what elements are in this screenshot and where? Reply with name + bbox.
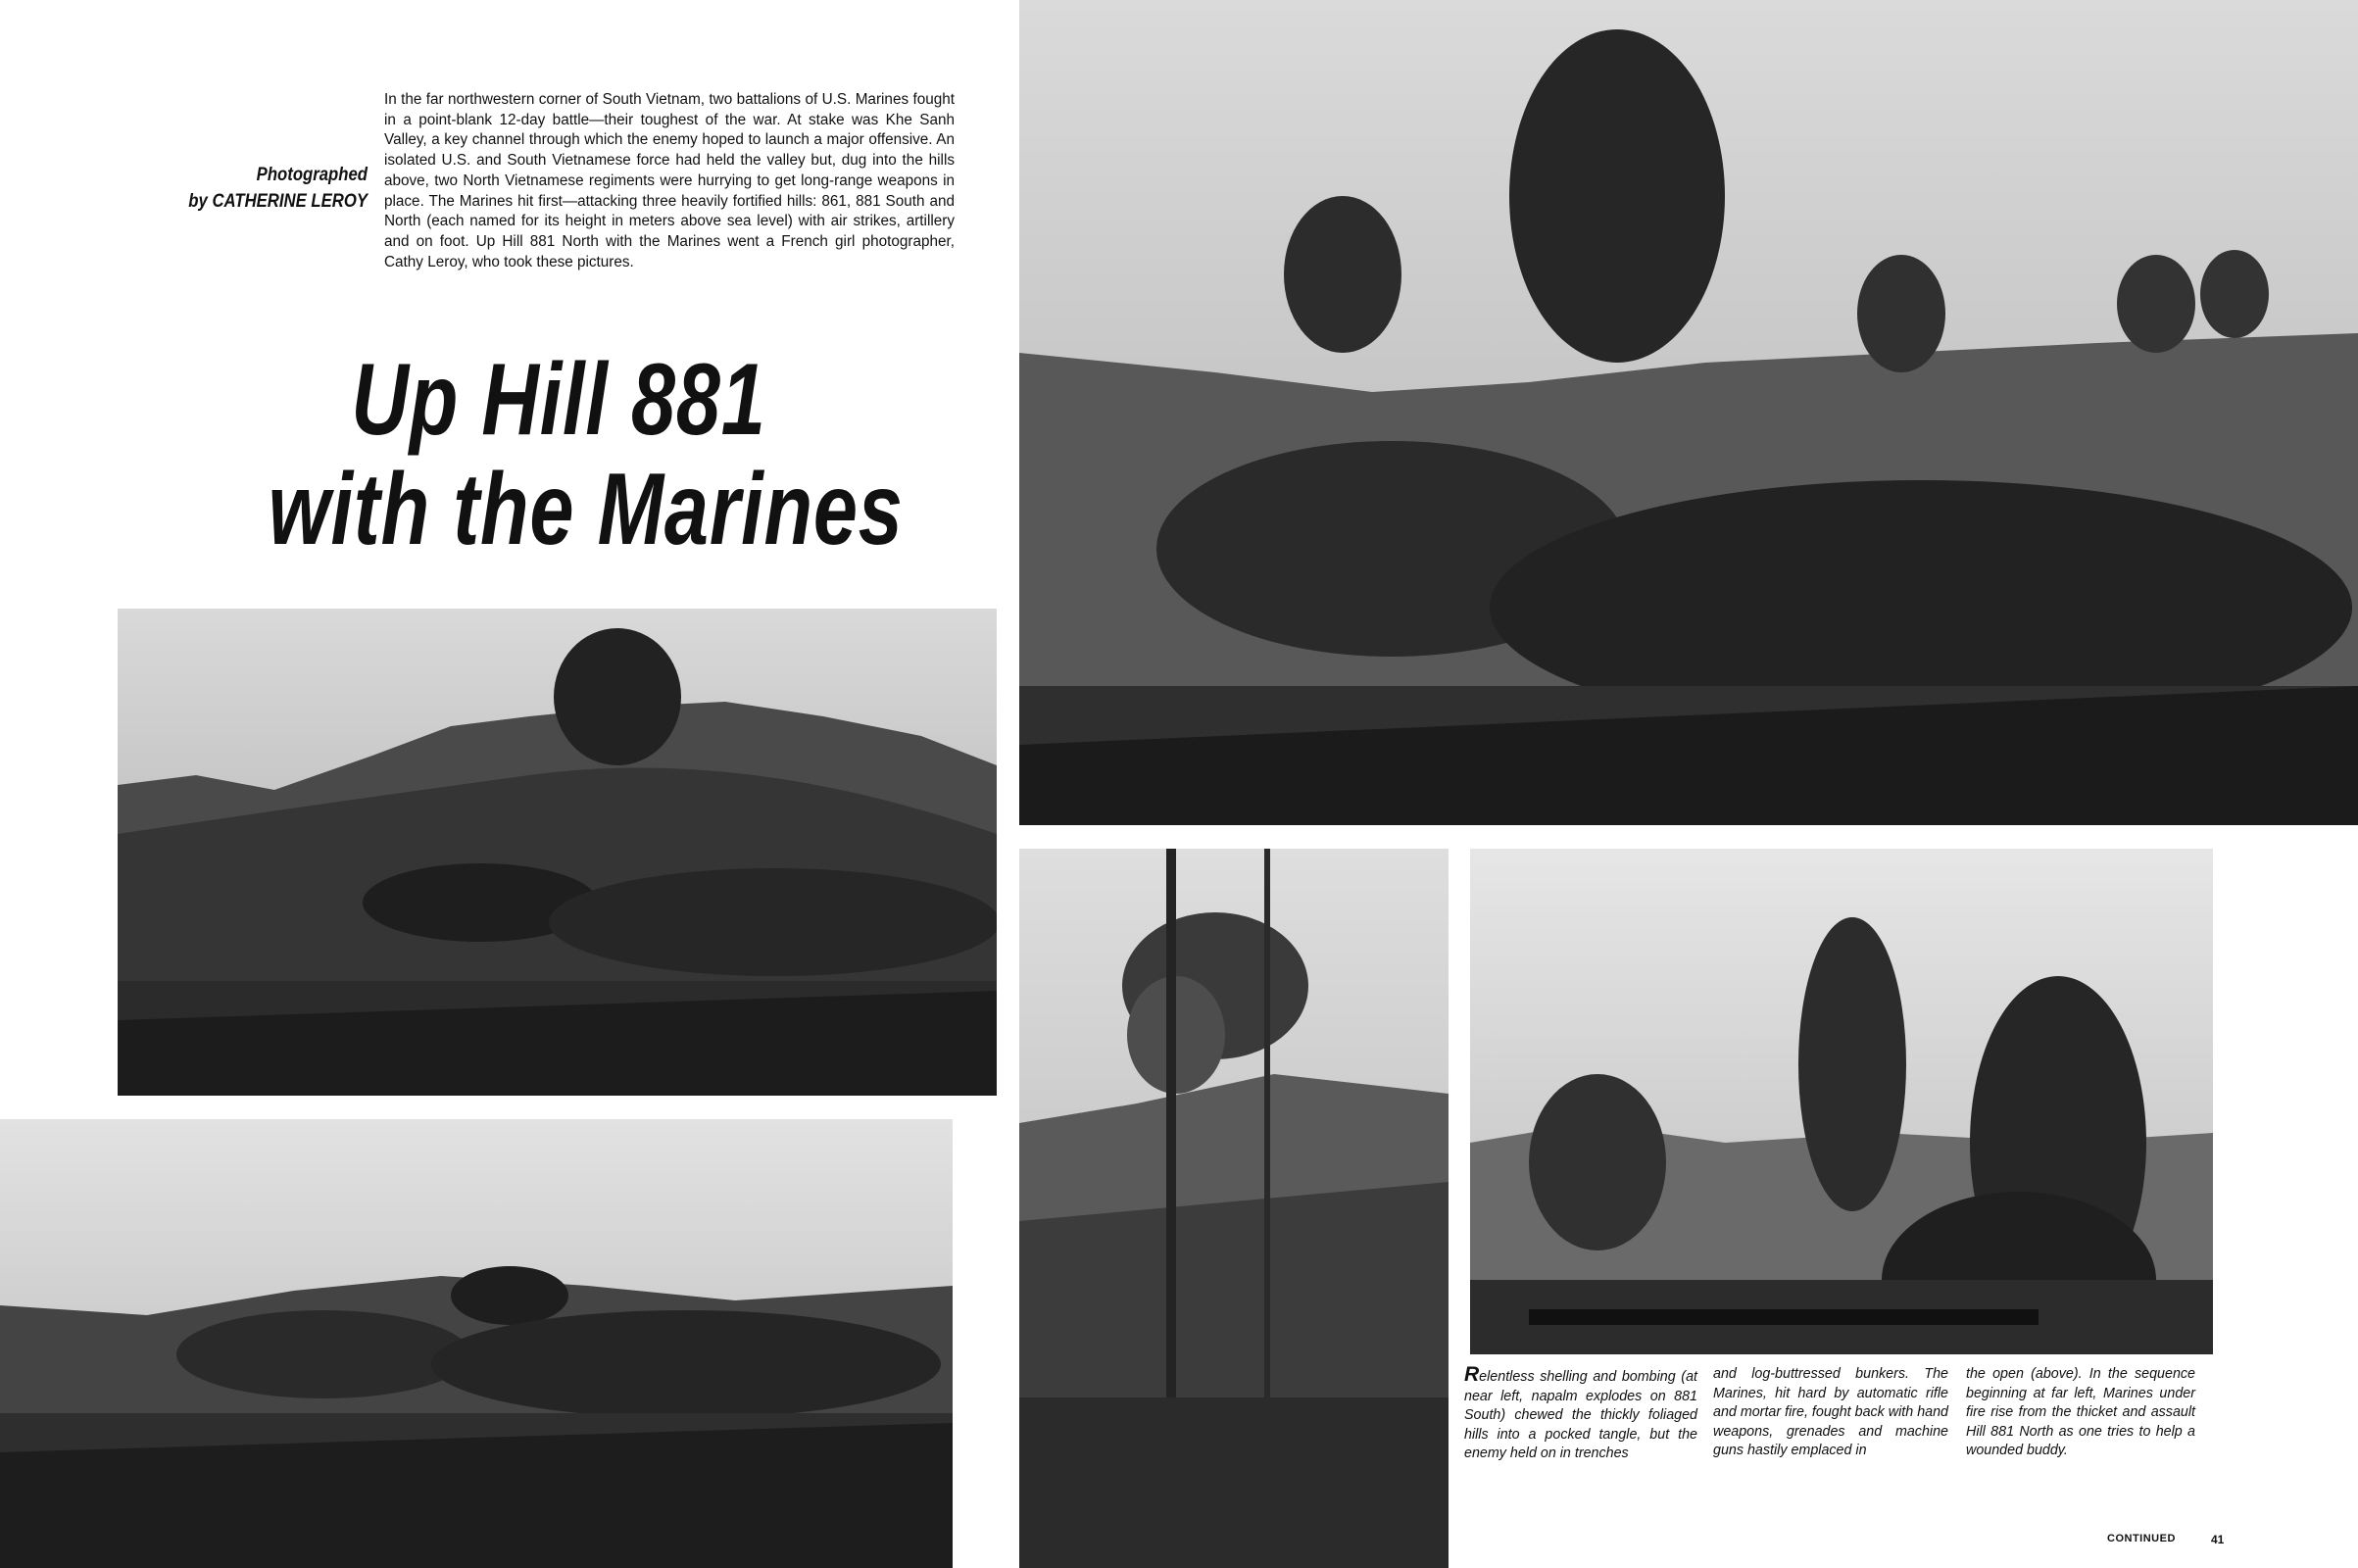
caption-column-1	[1464, 1365, 1697, 1464]
caption-dropcap: R	[1464, 1363, 1480, 1386]
page-number: 41	[2211, 1533, 2225, 1546]
headline-line-2: with the Marines	[268, 453, 904, 566]
photo-marines-crawling-1	[118, 609, 997, 1096]
headline	[268, 343, 904, 566]
headline-line-1: Up Hill 881	[351, 343, 766, 457]
photo-marines-crawling-2	[0, 1119, 953, 1568]
caption-column-3: the open (above). In the sequence beginning at far left, Marines under fire rise from the thicket and assault Hill 881 North as one tries to help a wounded buddy.	[1966, 1366, 2195, 1458]
photo-machine-gun-crew	[1470, 849, 2213, 1354]
photo-napalm-explosion	[1019, 849, 1449, 1568]
intro-paragraph: In the far northwestern corner of South Vietnam, two battalions of U.S. Marines fought in a point-blank 12-day battle—their toughest of the war. At stake was Khe Sanh Valley, a key channel through which the enemy hoped to launch a major offensive. An isolated U.S. and South Vietnamese force had held the valley but, dug into the hills above, two North Vietnamese regiments were hurrying to get long-range weapons in place. The Marines hit first—attacking three heavily fortified hills: 861, 881 South and North (each named for its height in meters above sea level) with air strikes, artillery and on foot. Up Hill 881 North with the Marines went a French girl photographer, Cathy Leroy, who took these pictures.	[384, 91, 955, 270]
credit-line-2: by CATHERINE LEROY	[188, 191, 368, 212]
credit-line-1: Photographed	[256, 165, 368, 185]
caption-column-1-text: elentless shelling and bombing (at near left, napalm explodes on 881 South) chewed the thickly foliaged hills into a pocked tangle, but the enemy held on in trenches	[1464, 1369, 1697, 1461]
continued-label: CONTINUED	[2107, 1533, 2176, 1544]
photographer-credit	[173, 162, 368, 215]
photo-marines-assault	[1019, 0, 2358, 825]
caption-column-2: and log-buttressed bunkers. The Marines, hit hard by automatic rifle and mortar fire, fought back with hand weapons, grenades and machine guns hastily emplaced in	[1713, 1366, 1949, 1458]
